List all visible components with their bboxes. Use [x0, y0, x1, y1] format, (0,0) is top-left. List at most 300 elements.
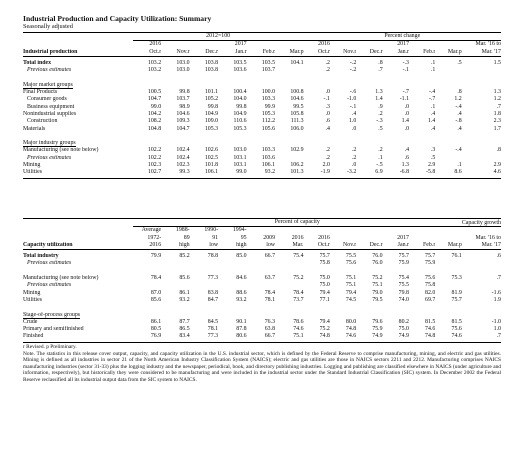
ip-value-cell: .1: [430, 103, 436, 110]
ip-value-cell: .4: [404, 147, 410, 154]
cu-row: [23, 260, 501, 267]
cu-value-cell: 84.5: [207, 318, 219, 325]
cu-value-cell: 80.6: [236, 333, 247, 340]
ip-month-cell-8: Dec.r: [356, 49, 382, 57]
cu-value-cell: .7: [496, 333, 501, 340]
ip-value-cell: .4: [351, 110, 357, 117]
cu-empty-cell: [161, 312, 189, 319]
cu-value-cell: 1.0: [493, 326, 501, 333]
ip-value-cell: 102.2: [147, 154, 162, 161]
cu-value-cell: 74.9: [398, 333, 409, 340]
ip-month-cell-0: Oct.r: [133, 49, 161, 57]
cu-value-cell: 74.6: [451, 333, 462, 340]
cu-head3-cell-4: low: [247, 242, 275, 250]
ip-value-cell: 110.6: [233, 118, 247, 125]
ip-value-cell: 99.3: [179, 169, 190, 176]
report-subtitle: Seasonally adjusted: [23, 23, 73, 30]
ip-value-cell: -.2: [349, 59, 357, 66]
cu-value-cell: 75.1: [345, 275, 357, 282]
ip-value-cell: 1.3: [493, 89, 501, 96]
ip-value-cell: 112.2: [262, 118, 276, 125]
ip-year-cell-2: [190, 41, 218, 49]
ip-value-cell: [435, 155, 461, 162]
cu-head1-cell-3: 1994-: [232, 227, 247, 234]
cu-row: [23, 326, 501, 333]
ip-value-cell: -.1: [402, 67, 410, 74]
cu-empty-cell: [435, 312, 462, 319]
cu-head3-cell-12: Mar. '17: [462, 242, 501, 250]
ip-row-label: [23, 140, 133, 147]
ip-value-cell: -1.9: [320, 169, 330, 176]
cu-value-cell: [218, 260, 246, 267]
cu-value-cell: 1.9: [493, 296, 501, 303]
ip-value-cell: -.5: [376, 162, 383, 169]
ip-value-cell: 103.1: [233, 162, 247, 169]
cu-value-cell: 79.4: [319, 289, 330, 296]
ip-row: [23, 89, 501, 96]
cu-value-cell: [435, 260, 462, 267]
cu-value-cell: 77.1: [319, 296, 330, 303]
ip-table-body: [23, 60, 501, 177]
cu-header-row-3: [23, 242, 501, 250]
ip-value-cell: 2.3: [493, 118, 501, 125]
ip-value-cell: -.3: [402, 59, 410, 66]
cu-value-cell: [462, 260, 501, 267]
ip-value-cell: 109.3: [176, 118, 190, 125]
cu-empty-cell: [462, 312, 501, 319]
ip-empty-cell: [435, 140, 461, 147]
cu-value-cell: 85.2: [179, 253, 190, 260]
cu-row: [23, 253, 501, 260]
cu-head1-cell-5: [275, 227, 303, 235]
cu-value-cell: 75.0: [319, 282, 330, 289]
cu-value-cell: 75.3: [451, 275, 462, 282]
ip-row: [23, 82, 501, 89]
cu-value-cell: 80.0: [345, 318, 357, 325]
cu-value-cell: 79.9: [150, 253, 162, 260]
ip-year-cell-10: [409, 41, 435, 49]
ip-value-cell: .6: [325, 118, 330, 125]
ip-value-cell: 1.2: [454, 96, 462, 103]
ip-row-label: Business equipment: [27, 103, 75, 110]
ip-value-cell: 105.2: [204, 96, 219, 103]
cu-value-cell: 74.6: [293, 326, 304, 333]
ip-value-cell: [275, 155, 304, 162]
cu-head1-cell-11: [435, 227, 462, 235]
cu-group-header: [23, 219, 501, 227]
ip-value-cell: .2: [351, 147, 357, 154]
ip-value-cell: 102.7: [147, 169, 162, 176]
release-note: Note. The statistics in this release cover output, capacity, and capacity utilization in the U.S. industrial sector, which is defined by the Federal Reserve to comprise manufacturing, mining, and electric and gas utilities. Mining is defined as all industries in sector 21 of the North American Industry Classification System (NAICS); electric and gas utilities are those in NAICS sectors 2211 and 2212. Manufacturing comprises NAICS manufacturing industries (sector 31-33) plus the logging industry and the newspaper, periodical, book, and directory publishing industries. Logging and publishing are classified elsewhere in NAICS (under agriculture and information, respectively), but historically they were considered to be manufacturing and were included in the industrial sector under the Standard Industrial Classification (SIC) system. In December 2002 the Federal Reserve reclassified all its industrial output data from the SIC system to NAICS.: [23, 350, 501, 383]
ip-row: [23, 126, 501, 133]
ip-value-cell: 111.3: [290, 118, 304, 125]
cu-value-cell: [275, 282, 303, 289]
ip-value-cell: 105.3: [204, 125, 219, 132]
cu-head1-cell-4: [247, 227, 275, 235]
ip-value-cell: .4: [430, 110, 436, 117]
ip-group-header: [23, 33, 501, 41]
ip-value-cell: 106.0: [290, 125, 304, 132]
ip-row-label: Manufacturing (see note below): [23, 147, 99, 154]
ip-value-cell: 99.0: [236, 169, 247, 176]
ip-value-cell: .1: [457, 162, 462, 169]
ip-value-cell: .4: [325, 125, 330, 132]
cu-value-cell: [247, 260, 275, 267]
cu-value-cell: 93.2: [236, 296, 247, 303]
ip-value-cell: 103.3: [261, 96, 276, 103]
cu-value-cell: 75.4: [293, 253, 304, 260]
ip-month-cell-6: Oct.r: [304, 49, 330, 57]
cu-head3-cell-0: 2016: [133, 242, 161, 250]
ip-value-cell: 99.8: [207, 103, 219, 110]
ip-value-cell: .0: [325, 89, 330, 96]
cu-stub-header: Capacity utilization: [23, 242, 133, 250]
ip-empty-cell: [409, 82, 435, 89]
cu-value-cell: 74.6: [425, 326, 436, 333]
notes-block: [23, 344, 501, 384]
footnote-revised: r Revised. p Preliminary.: [23, 344, 77, 350]
ip-value-cell: 4.6: [493, 169, 501, 176]
cu-head1-cell-1: 1988-: [175, 227, 190, 234]
ip-value-cell: .0: [404, 110, 410, 117]
cu-empty-cell: [383, 312, 409, 319]
ip-row-label: Construction: [27, 118, 58, 125]
ip-value-cell: 102.4: [176, 154, 190, 161]
ip-value-cell: .0: [351, 125, 357, 132]
cu-row: [23, 333, 501, 340]
ip-empty-cell: [133, 140, 161, 147]
cu-value-cell: 75.5: [398, 282, 409, 289]
ip-value-cell: .1: [430, 67, 436, 74]
cu-table-body: [23, 253, 501, 341]
cu-value-cell: [190, 260, 218, 267]
ip-value-cell: -1.0: [346, 96, 357, 103]
ip-value-cell: .0: [325, 110, 330, 117]
cu-value-cell: 76.0: [372, 253, 383, 260]
ip-value-cell: 103.6: [261, 154, 276, 161]
ip-value-cell: 2.0: [322, 162, 330, 169]
ip-value-cell: 99.0: [150, 103, 162, 110]
industrial-production-table: [23, 32, 501, 177]
ip-value-cell: -.1: [323, 96, 330, 103]
ip-row: [23, 104, 501, 111]
ip-value-cell: 106.1: [261, 162, 276, 169]
cu-value-cell: 74.0: [398, 296, 409, 303]
cu-value-cell: 75.8: [319, 260, 330, 267]
cu-value-cell: 75.9: [372, 326, 383, 333]
ip-table-bottom-rule: [23, 178, 501, 179]
cu-empty-cell: [356, 312, 382, 319]
cu-value-cell: 79.8: [398, 289, 409, 296]
cu-value-cell: 78.1: [207, 326, 219, 333]
ip-value-cell: 1.4: [375, 96, 383, 103]
cu-value-cell: 75.6: [451, 326, 462, 333]
ip-value-cell: -.4: [455, 103, 462, 110]
cu-value-cell: [435, 282, 462, 289]
ip-value-cell: .4: [457, 110, 462, 117]
ip-year-cell-5: [275, 41, 304, 49]
cu-head1-cell-12: [462, 227, 501, 235]
ip-month-cell-1: Nov.r: [161, 49, 189, 57]
ip-value-cell: 106.1: [204, 169, 219, 176]
ip-value-cell: 104.7: [176, 125, 190, 132]
ip-value-cell: 102.4: [176, 147, 190, 154]
cu-head2-cell-1: 89: [183, 234, 190, 241]
cu-head3-cell-8: Dec.r: [356, 242, 382, 250]
cu-head2-cell-4: 2009: [263, 234, 276, 241]
cu-value-cell: 74.5: [345, 296, 357, 303]
ip-month-cell-10: Feb.r: [409, 49, 435, 57]
ip-value-cell: .8: [496, 147, 501, 154]
ip-value-cell: 103.5: [261, 59, 276, 66]
ip-value-cell: 104.9: [233, 110, 247, 117]
cu-head1-cell-6: [304, 227, 330, 235]
ip-value-cell: 103.2: [147, 67, 162, 74]
cu-value-cell: 75.6: [345, 260, 357, 267]
ip-value-cell: 101.3: [290, 169, 304, 176]
cu-head3-cell-1: high: [161, 242, 189, 250]
cu-head2-cell-10: [409, 235, 435, 242]
ip-empty-cell: [356, 82, 382, 89]
ip-spacer-cell: [23, 133, 501, 140]
cu-value-cell: 75.0: [398, 326, 409, 333]
ip-value-cell: -1.1: [399, 96, 410, 103]
ip-empty-cell: [462, 82, 501, 89]
ip-value-cell: -.8: [455, 118, 462, 125]
cu-value-cell: 75.0: [319, 275, 330, 282]
ip-value-cell: 8.6: [454, 169, 462, 176]
ip-row-label: Mining: [23, 162, 41, 169]
ip-value-cell: 102.2: [147, 147, 162, 154]
cu-spacer: [23, 268, 501, 275]
ip-value-cell: 102.3: [176, 162, 190, 169]
ip-value-cell: 2.9: [428, 162, 436, 169]
ip-value-cell: .2: [378, 147, 383, 154]
ip-year-cell-6: 2016: [318, 41, 330, 48]
ip-empty-cell: [304, 82, 330, 89]
ip-value-cell: 103.5: [233, 59, 247, 66]
cu-value-cell: [462, 282, 501, 289]
ip-empty-cell: [247, 140, 275, 147]
ip-year-cell-1: [161, 41, 189, 49]
cu-head1-cell-9: [383, 227, 409, 235]
cu-spacer-cell: [23, 268, 501, 275]
ip-value-cell: .0: [404, 103, 410, 110]
ip-value-cell: .2: [325, 154, 330, 161]
ip-year-row: [23, 41, 501, 49]
ip-value-cell: .2: [325, 147, 330, 154]
ip-month-cell-9: Jan.r: [383, 49, 409, 57]
cu-head2-cell-0: 1972-: [147, 234, 162, 241]
ip-month-cell-3: Jan.r: [218, 49, 246, 57]
ip-row: [23, 111, 501, 118]
ip-row: [23, 155, 501, 162]
ip-value-cell: 103.7: [261, 67, 276, 74]
cu-head2-cell-3: 95: [240, 234, 247, 241]
ip-row: [23, 118, 501, 125]
cu-empty-cell: [218, 312, 246, 319]
ip-value-cell: -5.8: [426, 169, 436, 176]
ip-month-cell-12: Mar. '17: [462, 49, 501, 57]
cu-value-cell: 78.4: [293, 289, 304, 296]
ip-value-cell: .7: [496, 103, 501, 110]
table-bottom-rule: [23, 342, 501, 343]
cu-value-cell: 69.7: [425, 296, 436, 303]
ip-value-cell: -.7: [402, 89, 410, 96]
cu-row-label: Previous estimates: [27, 260, 72, 267]
ip-value-cell: 102.6: [204, 147, 219, 154]
ip-value-cell: 98.9: [179, 103, 190, 110]
ip-month-cell-11: Mar.p: [435, 49, 461, 57]
cu-head1-cell-7: [330, 227, 356, 235]
cu-value-cell: 85.6: [150, 296, 162, 303]
cu-value-cell: 74.8: [319, 333, 330, 340]
ip-value-cell: 1.0: [348, 118, 357, 125]
ip-value-cell: 102.5: [204, 154, 219, 161]
ip-value-cell: .2: [325, 67, 330, 74]
ip-value-cell: 104.0: [233, 96, 247, 103]
cu-value-cell: 79.4: [345, 289, 357, 296]
ip-value-cell: .1: [378, 154, 383, 161]
cu-head3-cell-11: Mar.p: [435, 242, 462, 250]
cu-value-cell: 66.7: [264, 333, 276, 340]
cu-value-cell: 86.1: [179, 289, 190, 296]
ip-value-cell: 104.8: [147, 125, 162, 132]
ip-empty-cell: [383, 140, 409, 147]
ip-empty-cell: [356, 140, 382, 147]
cu-value-cell: 86.5: [179, 326, 190, 333]
ip-value-cell: 103.7: [176, 96, 190, 103]
ip-value-cell: 93.2: [264, 169, 276, 176]
cu-section-heading: Stage-of-process groups: [23, 311, 81, 318]
ip-empty-cell: [190, 140, 218, 147]
cu-row: [23, 297, 501, 304]
cu-pct-header: Percent of capacity: [133, 219, 462, 227]
ip-row-label: Nonindustrial supplies: [23, 110, 77, 117]
ip-empty-cell: [161, 140, 189, 147]
ip-value-cell: [462, 155, 501, 162]
cu-value-cell: 90.1: [236, 318, 247, 325]
ip-year-cell-12: Mar. '16 to: [475, 41, 501, 48]
ip-value-cell: 109.0: [204, 118, 219, 125]
ip-section-heading: Major market groups: [23, 81, 73, 88]
cu-value-cell: 79.4: [319, 318, 330, 325]
ip-section-heading: Major industry groups: [23, 140, 76, 147]
ip-row-label: Consumer goods: [27, 96, 67, 103]
cu-head2-cell-2: 91: [212, 234, 219, 241]
cu-value-cell: 75.8: [425, 282, 436, 289]
ip-value-cell: .3: [325, 103, 330, 110]
cu-row: [23, 290, 501, 297]
ip-value-cell: 1.3: [375, 89, 383, 96]
cu-value-cell: 74.6: [345, 333, 357, 340]
cu-value-cell: 79.6: [372, 318, 383, 325]
ip-change-header: Percent change: [304, 33, 501, 41]
ip-empty-cell: [462, 140, 501, 147]
cu-head2-cell-12: Mar. '16 to: [475, 234, 501, 241]
ip-value-cell: .8: [457, 89, 462, 96]
cu-empty-cell: [304, 312, 330, 319]
cu-head2-cell-6: 2016: [318, 234, 330, 241]
cu-spacer: [23, 304, 501, 311]
ip-value-cell: 104.6: [176, 110, 190, 117]
ip-value-cell: 105.6: [261, 125, 276, 132]
ip-value-cell: 105.8: [290, 110, 304, 117]
ip-empty-cell: [435, 82, 461, 89]
ip-value-cell: 100.0: [261, 89, 276, 96]
ip-value-cell: .0: [404, 125, 410, 132]
cu-head3-cell-3: high: [218, 242, 246, 250]
cu-head3-cell-5: Mar.: [275, 242, 303, 250]
cu-value-cell: 75.2: [293, 275, 304, 282]
cu-value-cell: 76.0: [372, 260, 383, 267]
cu-value-cell: 75.1: [372, 282, 383, 289]
cu-value-cell: 76.3: [264, 318, 276, 325]
ip-value-cell: .1: [430, 59, 436, 66]
cu-value-cell: 75.9: [398, 260, 409, 267]
cu-value-cell: [161, 282, 189, 289]
ip-value-cell: 103.0: [176, 59, 190, 66]
ip-value-cell: 1.8: [493, 110, 501, 117]
cu-value-cell: 82.0: [425, 289, 436, 296]
cu-value-cell: 85.6: [179, 275, 190, 282]
ip-value-cell: 100.4: [233, 89, 247, 96]
ip-base-header: 2012=100: [133, 33, 304, 41]
cu-value-cell: .6: [496, 253, 501, 260]
ip-value-cell: 104.7: [147, 96, 162, 103]
ip-value-cell: -.4: [455, 147, 462, 154]
ip-year-cell-8: [356, 41, 382, 49]
ip-empty-cell: [190, 82, 218, 89]
ip-year-cell-9: 2017: [397, 41, 410, 48]
cu-value-cell: [190, 282, 218, 289]
ip-value-cell: 103.6: [233, 67, 247, 74]
cu-row-label: Mining: [23, 289, 41, 296]
ip-spacer-cell: [23, 74, 501, 81]
cu-value-cell: 86.1: [150, 318, 162, 325]
cu-value-cell: 81.5: [425, 318, 436, 325]
ip-value-cell: 101.8: [204, 162, 219, 169]
ip-value-cell: 102.9: [290, 147, 304, 154]
ip-empty-cell: [161, 82, 189, 89]
ip-value-cell: [275, 67, 304, 74]
cu-value-cell: 78.4: [150, 275, 162, 282]
cu-row-label: Primary and semifinished: [23, 326, 84, 333]
report-title: Industrial Production and Capacity Utilization: Summary: [23, 14, 212, 23]
cu-head3-cell-7: Nov.r: [330, 242, 356, 250]
ip-empty-cell: [383, 82, 409, 89]
ip-empty-cell: [330, 140, 356, 147]
ip-value-cell: 103.8: [204, 59, 219, 66]
cu-value-cell: 80.2: [398, 318, 409, 325]
cu-value-cell: 79.0: [372, 289, 383, 296]
cu-header-row-1: [23, 227, 501, 235]
ip-row: [23, 169, 501, 176]
ip-value-cell: .8: [378, 59, 383, 66]
ip-year-cell-4: [247, 41, 275, 49]
cu-spacer-cell: [23, 304, 501, 311]
ip-value-cell: .4: [430, 125, 436, 132]
cu-value-cell: 74.8: [425, 333, 436, 340]
cu-value-cell: 75.1: [345, 282, 357, 289]
cu-head1-cell-2: 1990-: [204, 227, 219, 234]
ip-value-cell: 104.6: [290, 96, 304, 103]
cu-growth-header: Capacity growth: [461, 219, 501, 226]
ip-empty-cell: [304, 140, 330, 147]
ip-value-cell: 1.4: [401, 118, 410, 125]
cu-head3-cell-2: low: [190, 242, 218, 250]
cu-value-cell: 87.0: [150, 289, 162, 296]
